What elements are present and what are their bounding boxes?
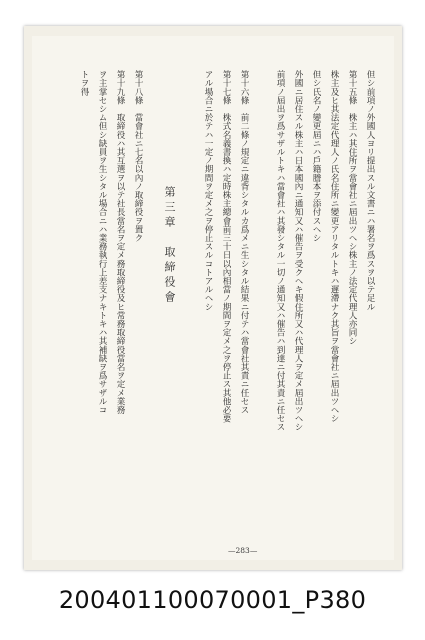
- article-19: 第十九條 取締役ハ其互選ヲ以テ社長當名ヲ定メ務取締役及ヒ常務取締役當名ヲ定メ業務: [115, 70, 125, 414]
- text-line: 株主及ヒ其法定代理人ノ氏名住所ニ變更アリタルトキハ遲滯ナク其旨ヲ當會社ニ屆出ツヘシ: [329, 70, 339, 423]
- text-line: トヲ得: [79, 70, 89, 96]
- text-line: 外國ニ居住スル株主ハ日本國內ニ通知又ハ催告ヲ受クヘキ假住所又ハ代理人ヲ定メ屆出ツヘシ: [293, 70, 303, 432]
- book-page: [24, 26, 402, 570]
- text-line: ヲ主掌セシム但シ缺員ヲ生シタル場合ニハ業務執行上差支ナキトキハ其補缺ヲ爲サザルコ: [97, 70, 107, 414]
- article-17: 第十七條 株式名義書換ハ定時株主總會前三十日以內相當ノ期間ヲ定メ之ヲ停止ス其他必要: [221, 70, 231, 423]
- page-number: —283—: [228, 546, 258, 555]
- text-line: 但シ前項ノ外國人ヨリ提出スル文書ニハ署名ヲ爲スヲ以テ足ル: [365, 70, 375, 311]
- chapter-heading: 第三章 取締役會: [163, 186, 176, 306]
- page-content: [32, 36, 394, 560]
- article-16: 第十六條 前二條ノ規定ニ違背シタルカ爲メニ生シタル結果ニ付テハ當會社其責ニ任セス: [239, 70, 249, 414]
- article-15: 第十五條 株主ハ其住所ヲ當會社ニ屆出ツヘシ株主ノ法定代理人亦同シ: [347, 70, 357, 346]
- image-id-caption: 200401100070001_P380: [58, 586, 367, 614]
- text-line: 前項ノ屆出ヲ爲サザルトキハ當會社ハ其發シタル一切ノ通知又ハ催告ハ到達ニ付其責ニ任セス: [275, 70, 285, 432]
- article-18: 第十八條 當會社ニ七名以內ノ取締役ヲ置ク: [133, 70, 143, 242]
- text-line: アル場合ニ於テハ一定ノ期間ヲ定メ之ヲ停止スルコトアルヘシ: [203, 70, 213, 311]
- text-line: 但シ氏名ノ變更屆ニハ戶籍謄本ヲ添付スヘシ: [311, 70, 321, 242]
